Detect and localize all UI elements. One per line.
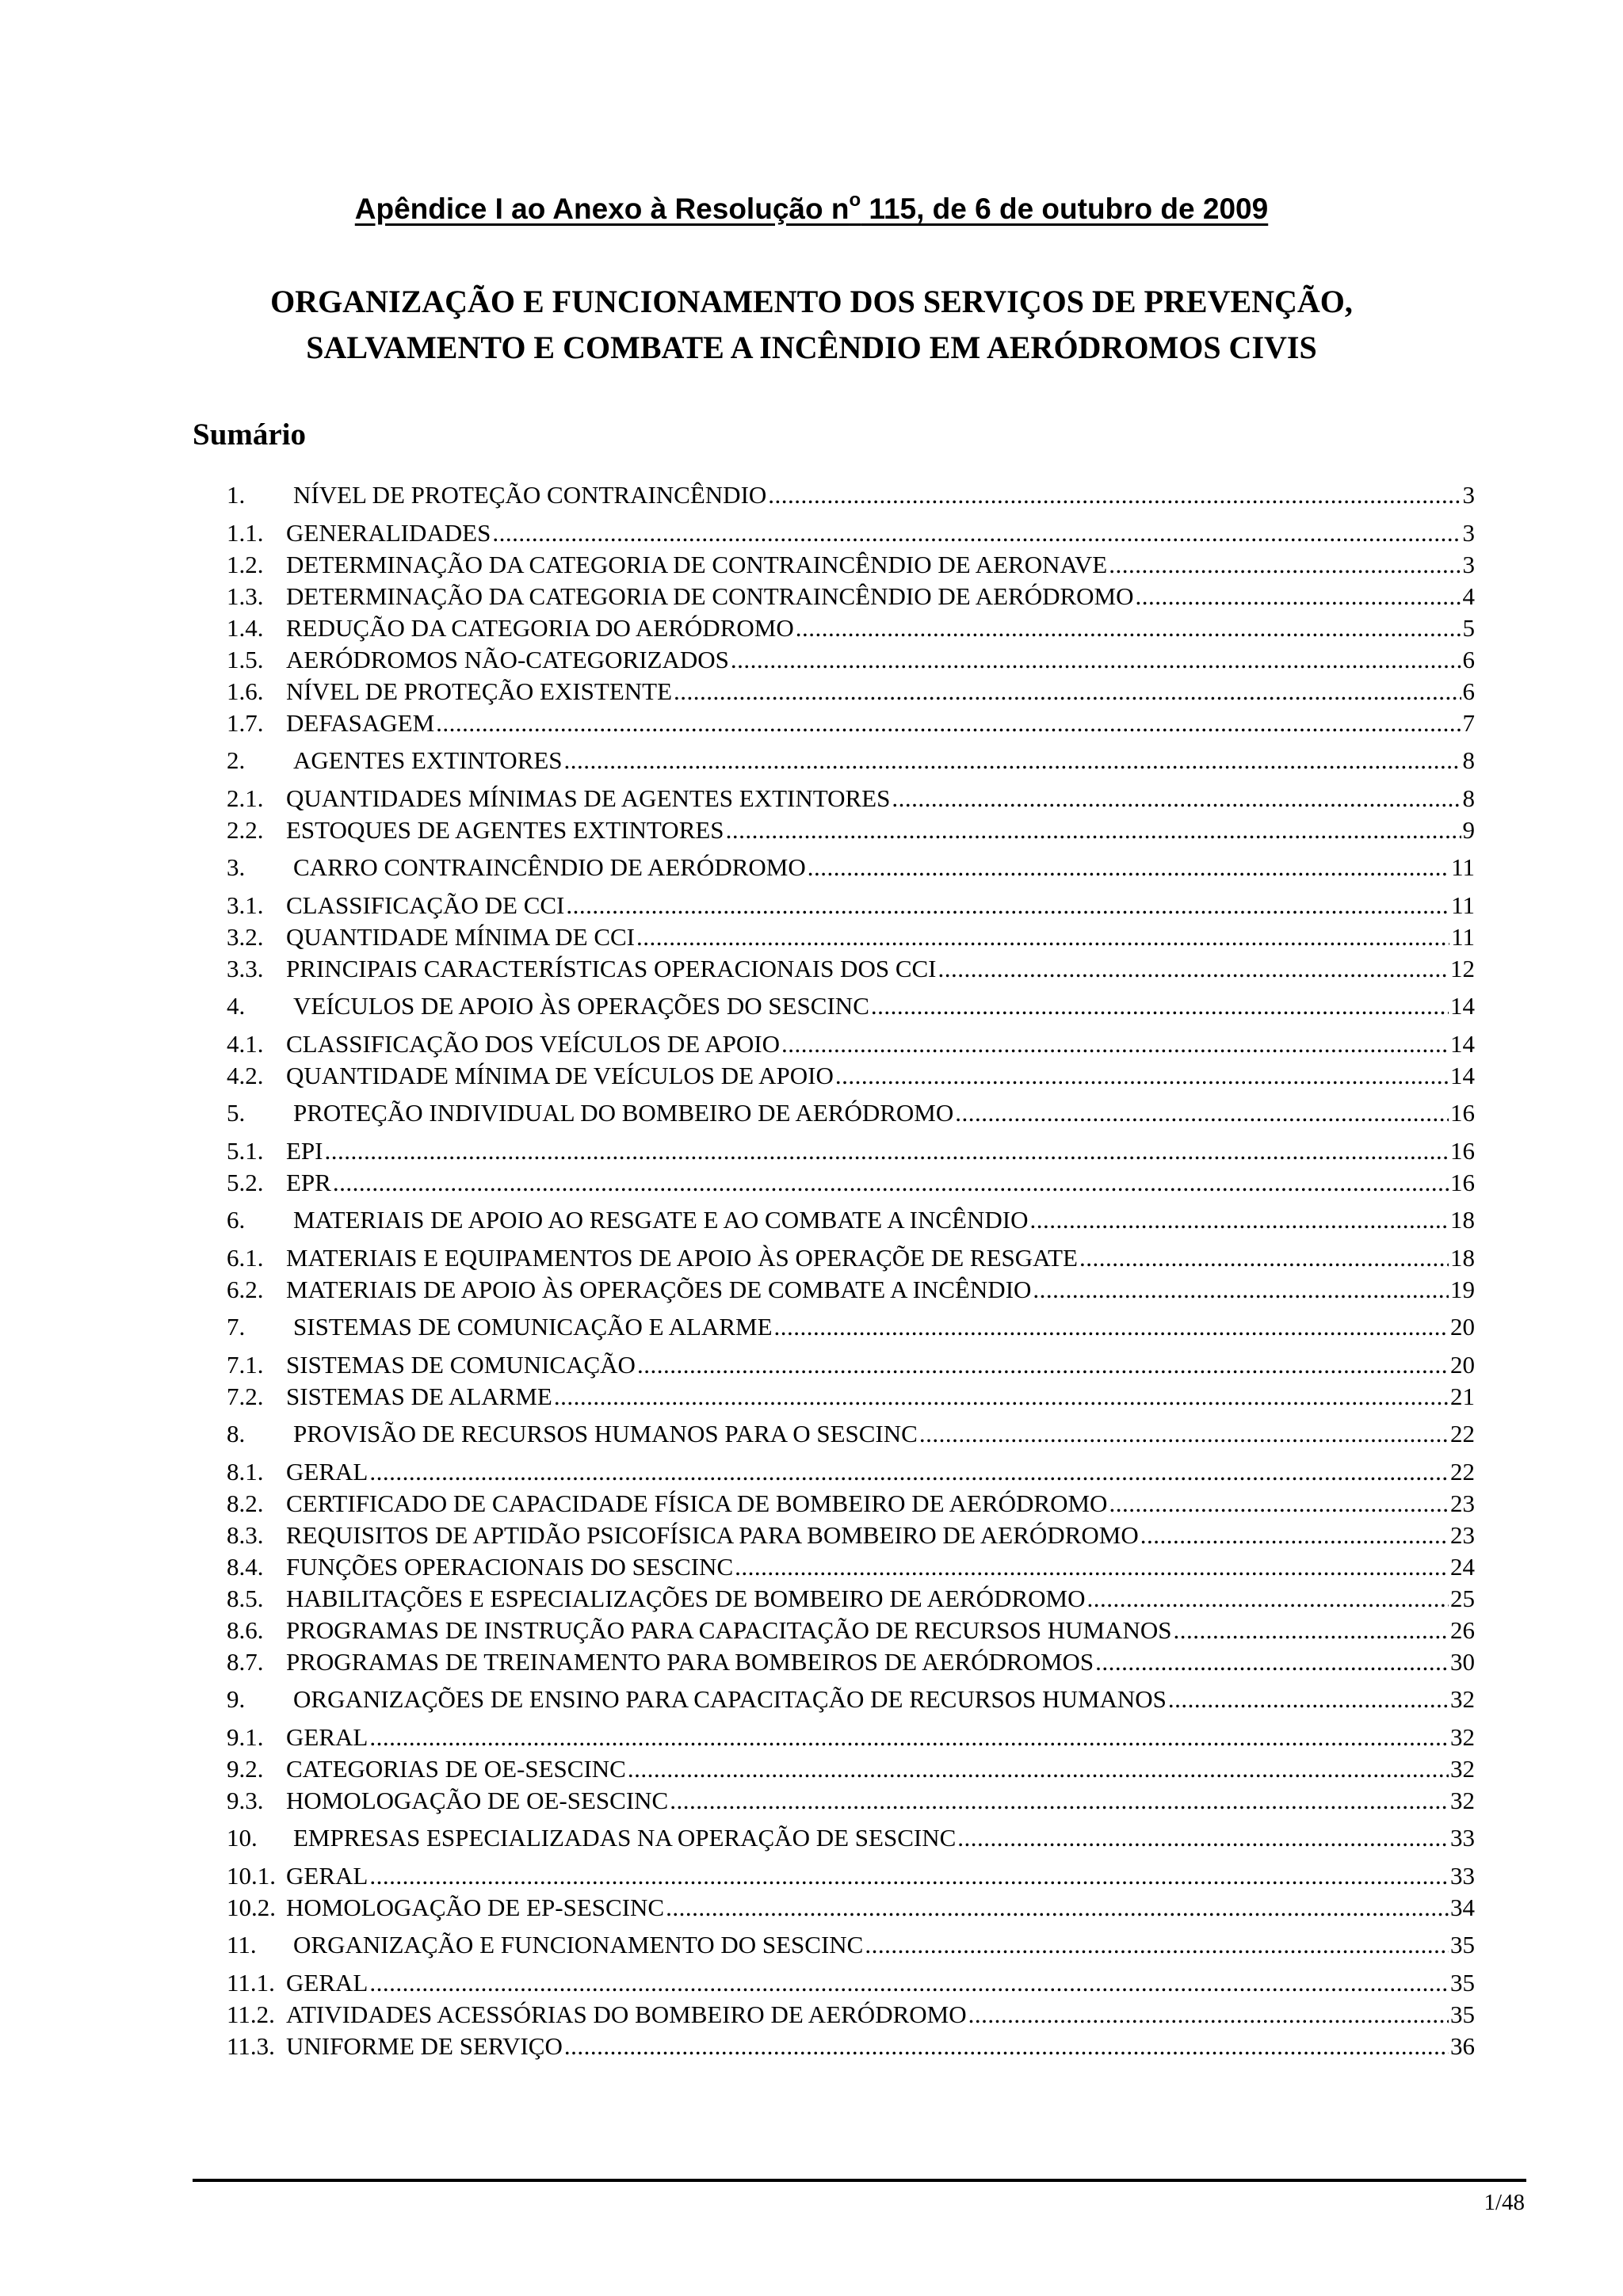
toc-entry-leader-dots (796, 613, 1461, 643)
toc-entry-number: 7.1. (227, 1351, 264, 1379)
toc-entry-number: 2.1. (227, 784, 264, 812)
toc-entry-number: 7.2. (227, 1383, 264, 1410)
toc-entry-title: MATERIAIS DE APOIO ÀS OPERAÇÕES DE COMBATE A INCÊNDIO (286, 1276, 1032, 1303)
toc-entry-leader-dots (871, 991, 1449, 1021)
toc-entry[interactable] (227, 2031, 1475, 2061)
toc-entry-page-number: 18 (1450, 1244, 1475, 1272)
toc-entry[interactable] (227, 784, 1475, 814)
toc-entry[interactable] (227, 991, 1475, 1021)
toc-entry-leader-dots (670, 1786, 1449, 1816)
toc-entry-leader-dots (369, 1968, 1449, 1998)
toc-entry[interactable] (227, 1061, 1475, 1091)
toc-entry-number: 3. (227, 853, 246, 881)
toc-entry-leader-dots (492, 518, 1461, 548)
toc-entry[interactable] (227, 1823, 1475, 1853)
toc-entry-title: EPR (286, 1169, 331, 1196)
toc-entry[interactable] (227, 1930, 1475, 1960)
toc-entry-title: PROTEÇÃO INDIVIDUAL DO BOMBEIRO DE AERÓDROMO (293, 1099, 954, 1127)
toc-entry-number: 1. (227, 481, 246, 509)
toc-entry-leader-dots (781, 1029, 1449, 1059)
toc-entry-title: ESTOQUES DE AGENTES EXTINTORES (286, 816, 724, 844)
toc-entry-title: PROGRAMAS DE TREINAMENTO PARA BOMBEIROS DE AERÓDROMOS (286, 1648, 1094, 1676)
toc-entry-number: 8. (227, 1420, 246, 1447)
toc-entry-leader-dots (1033, 1275, 1449, 1305)
toc-entry-number: 10.2. (227, 1894, 276, 1921)
toc-entry[interactable] (227, 746, 1475, 776)
toc-entry-page-number: 20 (1450, 1313, 1475, 1341)
toc-entry-number: 1.4. (227, 614, 264, 642)
toc-entry-title: NÍVEL DE PROTEÇÃO EXISTENTE (286, 677, 673, 705)
toc-entry-leader-dots (1109, 550, 1461, 580)
toc-entry-title: GENERALIDADES (286, 519, 491, 547)
toc-entry-leader-dots (566, 891, 1449, 921)
toc-entry-number: 11.2. (227, 2000, 275, 2028)
toc-entry-page-number: 3 (1462, 481, 1475, 509)
toc-entry-leader-dots (369, 1722, 1449, 1753)
toc-entry-title: PROGRAMAS DE INSTRUÇÃO PARA CAPACITAÇÃO DE RECURSOS HUMANOS (286, 1616, 1172, 1644)
toc-entry-title: CERTIFICADO DE CAPACIDADE FÍSICA DE BOMBEIRO DE AERÓDROMO (286, 1489, 1108, 1517)
toc-entry-title: SISTEMAS DE COMUNICAÇÃO (286, 1351, 636, 1379)
toc-entry-number: 8.3. (227, 1521, 264, 1549)
toc-entry-number: 4.2. (227, 1062, 264, 1089)
toc-entry-page-number: 3 (1462, 551, 1475, 578)
toc-entry-title: EMPRESAS ESPECIALIZADAS NA OPERAÇÃO DE SESCINC (293, 1824, 957, 1852)
toc-entry-number: 9.1. (227, 1723, 264, 1751)
toc-entry-leader-dots (1086, 1584, 1449, 1614)
toc-entry-number: 11. (227, 1931, 257, 1958)
toc-entry-leader-dots (892, 784, 1461, 814)
toc-entry-number: 9.3. (227, 1787, 264, 1814)
toc-entry-page-number: 7 (1462, 709, 1475, 737)
toc-entry-leader-dots (564, 746, 1461, 776)
toc-entry[interactable] (227, 1647, 1475, 1677)
toc-entry-number: 8.6. (227, 1616, 264, 1644)
toc-entry[interactable] (227, 582, 1475, 612)
toc-entry-number: 3.1. (227, 891, 264, 919)
toc-entry-leader-dots (938, 954, 1449, 984)
toc-entry[interactable] (227, 708, 1475, 738)
toc-entry-number: 7. (227, 1313, 246, 1341)
toc-entry-page-number: 33 (1450, 1824, 1475, 1852)
toc-entry-page-number: 35 (1450, 2000, 1475, 2028)
toc-entry-page-number: 18 (1450, 1206, 1475, 1234)
toc-entry-title: HABILITAÇÕES E ESPECIALIZAÇÕES DE BOMBEIRO DE AERÓDROMO (286, 1585, 1086, 1612)
toc-entry-title: EPI (286, 1137, 323, 1165)
toc-entry-number: 2.2. (227, 816, 264, 844)
toc-entry-page-number: 33 (1450, 1862, 1475, 1890)
toc-entry[interactable] (227, 1029, 1475, 1059)
toc-entry[interactable] (227, 1243, 1475, 1273)
toc-entry-page-number: 20 (1450, 1351, 1475, 1379)
toc-entry-number: 5.1. (227, 1137, 264, 1165)
toc-entry-page-number: 23 (1450, 1489, 1475, 1517)
toc-entry[interactable] (227, 550, 1475, 580)
toc-entry[interactable] (227, 613, 1475, 643)
toc-entry-leader-dots (1173, 1615, 1449, 1646)
toc-entry-page-number: 21 (1450, 1383, 1475, 1410)
toc-entry-title: ORGANIZAÇÕES DE ENSINO PARA CAPACITAÇÃO DE RECURSOS HUMANOS (293, 1685, 1167, 1713)
toc-entry[interactable] (227, 1205, 1475, 1235)
toc-entry-page-number: 9 (1462, 816, 1475, 844)
toc-entry[interactable] (227, 1968, 1475, 1998)
toc-entry[interactable] (227, 954, 1475, 984)
toc-entry-page-number: 11 (1451, 891, 1475, 919)
toc-entry-title: CATEGORIAS DE OE-SESCINC (286, 1755, 626, 1783)
toc-entry-title: SISTEMAS DE COMUNICAÇÃO E ALARME (293, 1313, 773, 1341)
toc-entry[interactable] (227, 891, 1475, 921)
toc-entry-title: CLASSIFICAÇÃO DOS VEÍCULOS DE APOIO (286, 1030, 780, 1058)
toc-entry-title: ATIVIDADES ACESSÓRIAS DO BOMBEIRO DE AERÓDROMO (286, 2000, 967, 2028)
toc-entry-page-number: 8 (1462, 784, 1475, 812)
toc-entry-leader-dots (1136, 582, 1461, 612)
toc-entry-leader-dots (955, 1098, 1449, 1128)
toc-entry[interactable] (227, 1098, 1475, 1128)
toc-entry-leader-dots (637, 1350, 1449, 1380)
toc-entry-leader-dots (726, 815, 1461, 845)
toc-entry-page-number: 32 (1450, 1685, 1475, 1713)
toc-entry-number: 11.3. (227, 2032, 275, 2060)
toc-entry-page-number: 11 (1451, 923, 1475, 951)
toc-entry-title: ORGANIZAÇÃO E FUNCIONAMENTO DO SESCINC (293, 1931, 864, 1958)
toc-entry-leader-dots (768, 480, 1461, 510)
toc-entry[interactable] (227, 1861, 1475, 1891)
toc-entry-page-number: 36 (1450, 2032, 1475, 2060)
page-number: 1/48 (1484, 2190, 1525, 2215)
appendix-header-prefix: Apêndice I ao Anexo à Resolução n (354, 193, 850, 225)
toc-entry-leader-dots (1079, 1243, 1449, 1273)
toc-entry-title: PRINCIPAIS CARACTERÍSTICAS OPERACIONAIS DOS CCI (286, 955, 937, 982)
toc-entry[interactable] (227, 480, 1475, 510)
toc-entry-page-number: 32 (1450, 1787, 1475, 1814)
toc-entry[interactable] (227, 922, 1475, 952)
toc-entry-number: 2. (227, 746, 246, 774)
toc-entry-leader-dots (436, 708, 1461, 738)
toc-entry[interactable] (227, 1722, 1475, 1753)
toc-entry-page-number: 24 (1450, 1553, 1475, 1581)
toc-entry[interactable] (227, 1312, 1475, 1342)
toc-entry-leader-dots (369, 1861, 1449, 1891)
toc-entry-number: 9. (227, 1685, 246, 1713)
toc-entry-leader-dots (1109, 1489, 1449, 1519)
toc-entry-page-number: 26 (1450, 1616, 1475, 1644)
toc-entry-title: DETERMINAÇÃO DA CATEGORIA DE CONTRAINCÊNDIO DE AERÓDROMO (286, 582, 1134, 610)
toc-entry-leader-dots (1029, 1205, 1449, 1235)
toc-entry[interactable] (227, 1275, 1475, 1305)
toc-entry-leader-dots (774, 1312, 1449, 1342)
toc-entry-page-number: 5 (1462, 614, 1475, 642)
toc-entry-number: 1.3. (227, 582, 264, 610)
toc-entry-number: 5. (227, 1099, 246, 1127)
toc-entry-number: 5.2. (227, 1169, 264, 1196)
toc-entry-leader-dots (735, 1552, 1449, 1582)
toc-entry-title: GERAL (286, 1862, 369, 1890)
toc-entry-title: DETERMINAÇÃO DA CATEGORIA DE CONTRAINCÊNDIO DE AERONAVE (286, 551, 1108, 578)
toc-entry-page-number: 25 (1450, 1585, 1475, 1612)
toc-entry-title: GERAL (286, 1458, 369, 1486)
toc-entry-title: QUANTIDADE MÍNIMA DE CCI (286, 923, 635, 951)
toc-entry-leader-dots (674, 677, 1461, 707)
toc-entry-title: SISTEMAS DE ALARME (286, 1383, 552, 1410)
toc-entry-number: 8.7. (227, 1648, 264, 1676)
toc-entry-title: DEFASAGEM (286, 709, 435, 737)
toc-entry[interactable] (227, 518, 1475, 548)
toc-entry-leader-dots (636, 922, 1449, 952)
toc-entry-number: 6.2. (227, 1276, 264, 1303)
toc-entry-page-number: 12 (1450, 955, 1475, 982)
toc-entry-title: HOMOLOGAÇÃO DE EP-SESCINC (286, 1894, 665, 1921)
toc-entry-title: REDUÇÃO DA CATEGORIA DO AERÓDROMO (286, 614, 794, 642)
toc-entry-number: 6. (227, 1206, 246, 1234)
toc-entry[interactable] (227, 2000, 1475, 2030)
toc-entry-number: 10. (227, 1824, 258, 1852)
toc-entry-leader-dots (628, 1754, 1449, 1784)
toc-entry[interactable] (227, 1457, 1475, 1487)
toc-entry-page-number: 35 (1450, 1969, 1475, 1997)
toc-entry-page-number: 16 (1450, 1099, 1475, 1127)
toc-entry-number: 8.2. (227, 1489, 264, 1517)
footer-divider (193, 2179, 1526, 2182)
toc-entry-number: 8.5. (227, 1585, 264, 1612)
toc-entry-page-number: 14 (1450, 1030, 1475, 1058)
toc-entry-leader-dots (808, 852, 1449, 883)
toc-entry-title: REQUISITOS DE APTIDÃO PSICOFÍSICA PARA BOMBEIRO DE AERÓDROMO (286, 1521, 1139, 1549)
toc-entry[interactable] (227, 1786, 1475, 1816)
toc-entry[interactable] (227, 1382, 1475, 1412)
toc-entry-number: 8.1. (227, 1458, 264, 1486)
toc-entry-number: 10.1. (227, 1862, 276, 1890)
toc-entry[interactable] (227, 1552, 1475, 1582)
toc-entry[interactable] (227, 1520, 1475, 1550)
toc-entry-number: 1.1. (227, 519, 264, 547)
toc-entry-title: QUANTIDADE MÍNIMA DE VEÍCULOS DE APOIO (286, 1062, 834, 1089)
toc-entry-leader-dots (564, 2031, 1449, 2061)
toc-entry[interactable] (227, 1350, 1475, 1380)
toc-entry-page-number: 23 (1450, 1521, 1475, 1549)
toc-entry-leader-dots (554, 1382, 1449, 1412)
toc-entry-title: HOMOLOGAÇÃO DE OE-SESCINC (286, 1787, 669, 1814)
toc-entry-page-number: 11 (1451, 853, 1475, 881)
toc-entry-page-number: 14 (1450, 992, 1475, 1020)
toc-entry[interactable] (227, 1489, 1475, 1519)
toc-entry-number: 1.5. (227, 646, 264, 673)
toc-entry-number: 11.1. (227, 1969, 275, 1997)
toc-entry-number: 1.6. (227, 677, 264, 705)
toc-entry[interactable] (227, 1754, 1475, 1784)
toc-entry-leader-dots (333, 1168, 1449, 1198)
toc-entry[interactable] (227, 815, 1475, 845)
toc-entry-leader-dots (865, 1930, 1449, 1960)
toc-entry-page-number: 14 (1450, 1062, 1475, 1089)
summary-heading: Sumário (193, 418, 307, 452)
toc-entry-leader-dots (666, 1893, 1449, 1923)
toc-entry-page-number: 16 (1450, 1169, 1475, 1196)
toc-entry-page-number: 19 (1450, 1276, 1475, 1303)
toc-entry-leader-dots (957, 1823, 1449, 1853)
toc-entry-page-number: 6 (1462, 677, 1475, 705)
toc-entry-leader-dots (1140, 1520, 1449, 1550)
toc-entry-number: 8.4. (227, 1553, 264, 1581)
toc-entry-title: VEÍCULOS DE APOIO ÀS OPERAÇÕES DO SESCINC (293, 992, 869, 1020)
toc-entry[interactable] (227, 1615, 1475, 1646)
document-title-line-1: ORGANIZAÇÃO E FUNCIONAMENTO DOS SERVIÇOS DE PREVENÇÃO, (270, 284, 1353, 319)
toc-entry-leader-dots (968, 2000, 1449, 2030)
toc-entry[interactable] (227, 1136, 1475, 1166)
toc-entry-title: MATERIAIS E EQUIPAMENTOS DE APOIO ÀS OPERAÇÕE DE RESGATE (286, 1244, 1078, 1272)
appendix-header-superscript: o (849, 189, 861, 211)
toc-entry-page-number: 16 (1450, 1137, 1475, 1165)
toc-entry[interactable] (227, 677, 1475, 707)
toc-entry-title: AERÓDROMOS NÃO-CATEGORIZADOS (286, 646, 729, 673)
toc-entry[interactable] (227, 852, 1475, 883)
toc-entry-leader-dots (1095, 1647, 1449, 1677)
toc-entry-leader-dots (325, 1136, 1449, 1166)
toc-entry-number: 3.3. (227, 955, 264, 982)
toc-entry-number: 1.7. (227, 709, 264, 737)
toc-entry[interactable] (227, 1584, 1475, 1614)
toc-entry-leader-dots (835, 1061, 1449, 1091)
toc-entry[interactable] (227, 1893, 1475, 1923)
toc-entry-title: NÍVEL DE PROTEÇÃO CONTRAINCÊNDIO (293, 481, 767, 509)
toc-entry-leader-dots (919, 1419, 1449, 1449)
toc-entry[interactable] (227, 1684, 1475, 1714)
toc-entry-number: 1.2. (227, 551, 264, 578)
toc-entry-number: 4.1. (227, 1030, 264, 1058)
toc-entry-leader-dots (1168, 1684, 1449, 1714)
toc-entry-page-number: 8 (1462, 746, 1475, 774)
toc-entry-page-number: 35 (1450, 1931, 1475, 1958)
toc-entry-page-number: 22 (1450, 1420, 1475, 1447)
toc-entry-title: AGENTES EXTINTORES (293, 746, 563, 774)
toc-entry-title: QUANTIDADES MÍNIMAS DE AGENTES EXTINTORES (286, 784, 891, 812)
toc-entry-page-number: 22 (1450, 1458, 1475, 1486)
toc-entry-page-number: 32 (1450, 1755, 1475, 1783)
toc-entry-title: GERAL (286, 1723, 369, 1751)
toc-entry-title: UNIFORME DE SERVIÇO (286, 2032, 563, 2060)
toc-entry-page-number: 34 (1450, 1894, 1475, 1921)
toc-entry[interactable] (227, 1419, 1475, 1449)
appendix-header-suffix: 115, de 6 de outubro de 2009 (861, 193, 1269, 225)
toc-entry-number: 9.2. (227, 1755, 264, 1783)
toc-entry[interactable] (227, 645, 1475, 675)
toc-entry[interactable] (227, 1168, 1475, 1198)
toc-entry-title: PROVISÃO DE RECURSOS HUMANOS PARA O SESCINC (293, 1420, 918, 1447)
toc-entry-page-number: 6 (1462, 646, 1475, 673)
toc-entry-title: MATERIAIS DE APOIO AO RESGATE E AO COMBATE A INCÊNDIO (293, 1206, 1029, 1234)
toc-entry-page-number: 3 (1462, 519, 1475, 547)
toc-entry-number: 3.2. (227, 923, 264, 951)
toc-entry-leader-dots (369, 1457, 1449, 1487)
toc-entry-leader-dots (731, 645, 1461, 675)
toc-entry-page-number: 32 (1450, 1723, 1475, 1751)
toc-entry-number: 6.1. (227, 1244, 264, 1272)
toc-entry-title: GERAL (286, 1969, 369, 1997)
document-title-line-2: SALVAMENTO E COMBATE A INCÊNDIO EM AERÓDROMOS CIVIS (306, 330, 1317, 365)
toc-entry-title: CARRO CONTRAINCÊNDIO DE AERÓDROMO (293, 853, 806, 881)
toc-entry-title: FUNÇÕES OPERACIONAIS DO SESCINC (286, 1553, 734, 1581)
toc-entry-page-number: 30 (1450, 1648, 1475, 1676)
toc-entry-page-number: 4 (1462, 582, 1475, 610)
toc-entry-number: 4. (227, 992, 246, 1020)
toc-entry-title: CLASSIFICAÇÃO DE CCI (286, 891, 565, 919)
